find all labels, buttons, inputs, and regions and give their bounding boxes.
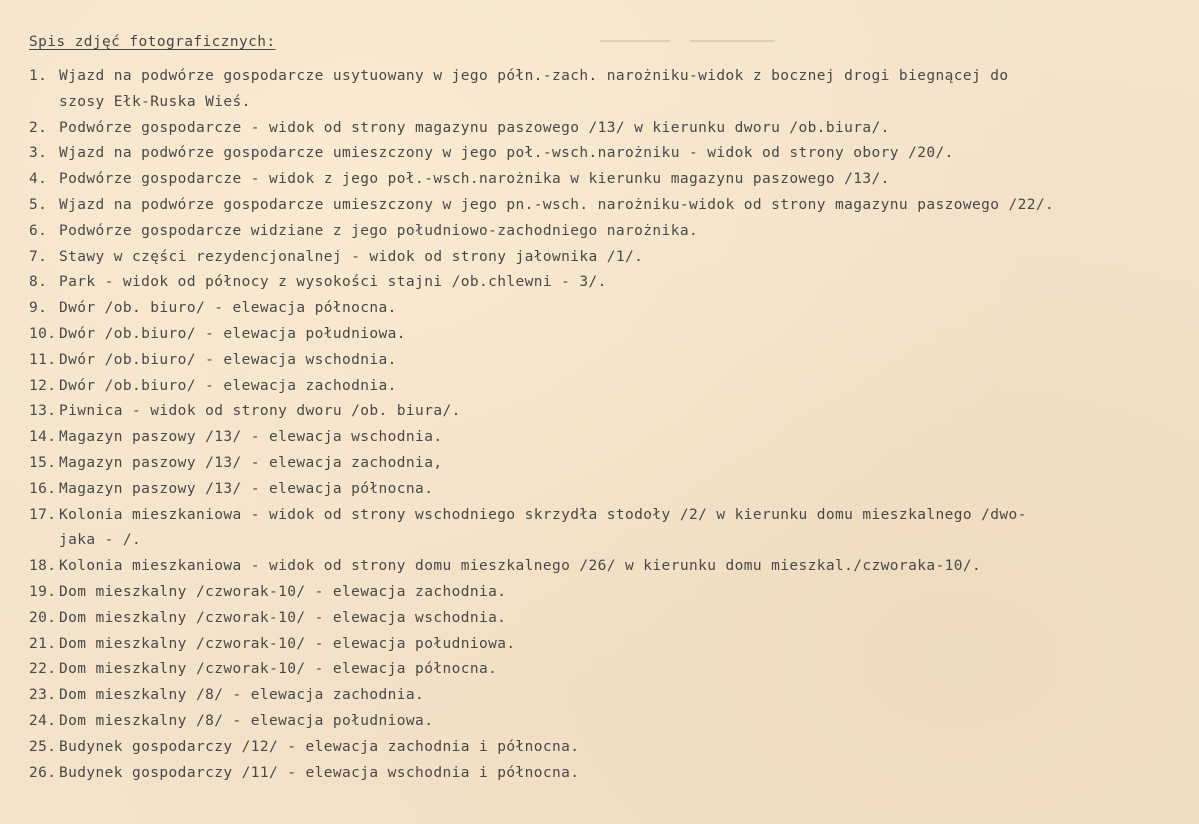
list-item-row <box>29 683 1189 709</box>
list-item-number: 5. <box>29 196 48 213</box>
list-item <box>29 425 1189 451</box>
list-item-number: 25. <box>29 738 57 755</box>
list-item <box>29 270 1189 296</box>
list-item-row <box>29 64 1189 90</box>
list-item-row <box>29 296 1189 322</box>
faint-typewriter-trace <box>690 40 775 42</box>
list-item-text: Magazyn paszowy /13/ - elewacja wschodnia. <box>59 429 443 446</box>
list-item-row <box>29 632 1189 658</box>
list-item-row <box>29 709 1189 735</box>
list-item-row <box>29 554 1189 580</box>
list-item <box>29 632 1189 658</box>
list-item-row <box>29 477 1189 503</box>
list-item-number: 13. <box>29 403 57 420</box>
list-item-number: 23. <box>29 687 57 704</box>
list-item <box>29 167 1189 193</box>
list-item-row <box>29 141 1189 167</box>
list-item-row <box>29 735 1189 761</box>
list-item-text: Kolonia mieszkaniowa - widok od strony domu mieszkalnego /26/ w kierunku domu mieszkal./czworaka-10/. <box>59 558 982 575</box>
list-item-number: 20. <box>29 609 57 626</box>
list-item-text: Kolonia mieszkaniowa - widok od strony wschodniego skrzydła stodoły /2/ w kierunku domu mieszkalnego /dwo- <box>59 506 1027 523</box>
list-item-number: 14. <box>29 429 57 446</box>
list-item-text: Wjazd na podwórze gospodarcze usytuowany w jego półn.-zach. narożniku-widok z bocznej drogi biegnącej do <box>59 68 1009 84</box>
list-item-number: 24. <box>29 712 57 729</box>
list-item-row <box>29 657 1189 683</box>
list-item-row <box>29 270 1189 296</box>
list-item <box>29 374 1189 400</box>
list-item-number: 3. <box>29 145 48 162</box>
list-item-text: Piwnica - widok od strony dworu /ob. biura/. <box>59 403 461 420</box>
list-item <box>29 245 1189 271</box>
list-item <box>29 322 1189 348</box>
list-item-row <box>29 193 1189 219</box>
list-item <box>29 219 1189 245</box>
list-item-row <box>29 348 1189 374</box>
list-item-row <box>29 761 1189 787</box>
list-item-number: 16. <box>29 480 57 497</box>
list-item-row <box>29 116 1189 142</box>
list-item <box>29 554 1189 580</box>
list-item-text: Dwór /ob.biuro/ - elewacja wschodnia. <box>59 351 397 368</box>
document-title: Spis zdjęć fotograficznych: <box>29 34 276 50</box>
list-item-row <box>29 606 1189 632</box>
list-item <box>29 399 1189 425</box>
list-item <box>29 606 1189 632</box>
list-item-number: 7. <box>29 248 48 265</box>
list-item-continuation: szosy Ełk-Ruska Wieś. <box>59 93 251 110</box>
list-item-number: 11. <box>29 351 57 368</box>
list-item-text: Podwórze gospodarcze - widok z jego poł.-wsch.narożnika w kierunku magazynu paszowego /13/. <box>59 171 890 188</box>
list-item-row <box>29 167 1189 193</box>
list-item-text: Wjazd na podwórze gospodarcze umieszczony w jego poł.-wsch.narożniku - widok od strony obory /20/. <box>59 145 954 162</box>
list-item-text: Dom mieszkalny /8/ - elewacja południowa. <box>59 712 434 729</box>
list-item <box>29 64 1189 116</box>
list-item-text: Park - widok od północy z wysokości stajni /ob.chlewni - 3/. <box>59 274 607 291</box>
list-item-row <box>29 451 1189 477</box>
photo-list <box>29 64 1189 786</box>
list-item-row <box>29 399 1189 425</box>
list-item-text: Magazyn paszowy /13/ - elewacja północna. <box>59 480 434 497</box>
list-item-number: 26. <box>29 764 57 781</box>
list-item-number: 1. <box>29 68 48 84</box>
list-item <box>29 761 1189 787</box>
list-item-row <box>29 425 1189 451</box>
list-item-text: Budynek gospodarczy /12/ - elewacja zachodnia i północna. <box>59 738 580 755</box>
list-item-number: 15. <box>29 454 57 471</box>
list-item-text: Stawy w części rezydencjonalnej - widok od strony jałownika /1/. <box>59 248 644 265</box>
list-item-number: 4. <box>29 171 48 188</box>
list-item-row <box>29 503 1189 529</box>
list-item-row <box>29 245 1189 271</box>
list-item-text: Podwórze gospodarcze - widok od strony magazynu paszowego /13/ w kierunku dworu /ob.biura/. <box>59 119 890 136</box>
list-item-number: 19. <box>29 583 57 600</box>
list-item-text: Podwórze gospodarcze widziane z jego południowo-zachodniego narożnika. <box>59 222 699 239</box>
list-item-text: Magazyn paszowy /13/ - elewacja zachodnia, <box>59 454 443 471</box>
list-item-number: 17. <box>29 506 57 523</box>
list-item <box>29 735 1189 761</box>
list-item <box>29 580 1189 606</box>
list-item-text: Dom mieszkalny /czworak-10/ - elewacja zachodnia. <box>59 583 507 600</box>
list-item <box>29 116 1189 142</box>
list-item-number: 8. <box>29 274 48 291</box>
list-item-number: 2. <box>29 119 48 136</box>
list-item-text: Dom mieszkalny /czworak-10/ - elewacja północna. <box>59 661 498 678</box>
list-item-number: 12. <box>29 377 57 394</box>
list-item-text: Dwór /ob.biuro/ - elewacja zachodnia. <box>59 377 397 394</box>
list-item-text: Wjazd na podwórze gospodarcze umieszczony w jego pn.-wsch. narożniku-widok od strony magazynu paszowego /22/. <box>59 196 1055 213</box>
list-item-text: Dwór /ob. biuro/ - elewacja północna. <box>59 300 397 317</box>
list-item-text: Dwór /ob.biuro/ - elewacja południowa. <box>59 325 406 342</box>
faint-typewriter-trace <box>600 40 670 42</box>
list-item-text: Dom mieszkalny /8/ - elewacja zachodnia. <box>59 687 425 704</box>
list-item-row <box>29 322 1189 348</box>
list-item-text: Dom mieszkalny /czworak-10/ - elewacja południowa. <box>59 635 516 652</box>
list-item <box>29 296 1189 322</box>
list-item <box>29 503 1189 555</box>
list-item <box>29 477 1189 503</box>
list-item-number: 9. <box>29 300 48 317</box>
list-item <box>29 451 1189 477</box>
list-item <box>29 683 1189 709</box>
list-item <box>29 193 1189 219</box>
list-item-number: 21. <box>29 635 57 652</box>
list-item-row <box>29 580 1189 606</box>
list-item-number: 18. <box>29 558 57 575</box>
list-item-continuation: jaka - /. <box>59 532 142 549</box>
list-item <box>29 657 1189 683</box>
list-item <box>29 141 1189 167</box>
list-item-row <box>29 374 1189 400</box>
list-item-number: 10. <box>29 325 57 342</box>
list-item-number: 22. <box>29 661 57 678</box>
list-item <box>29 709 1189 735</box>
list-item-text: Dom mieszkalny /czworak-10/ - elewacja wschodnia. <box>59 609 507 626</box>
list-item-row <box>29 219 1189 245</box>
list-item <box>29 348 1189 374</box>
list-item-text: Budynek gospodarczy /11/ - elewacja wschodnia i północna. <box>59 764 580 781</box>
list-item-number: 6. <box>29 222 48 239</box>
